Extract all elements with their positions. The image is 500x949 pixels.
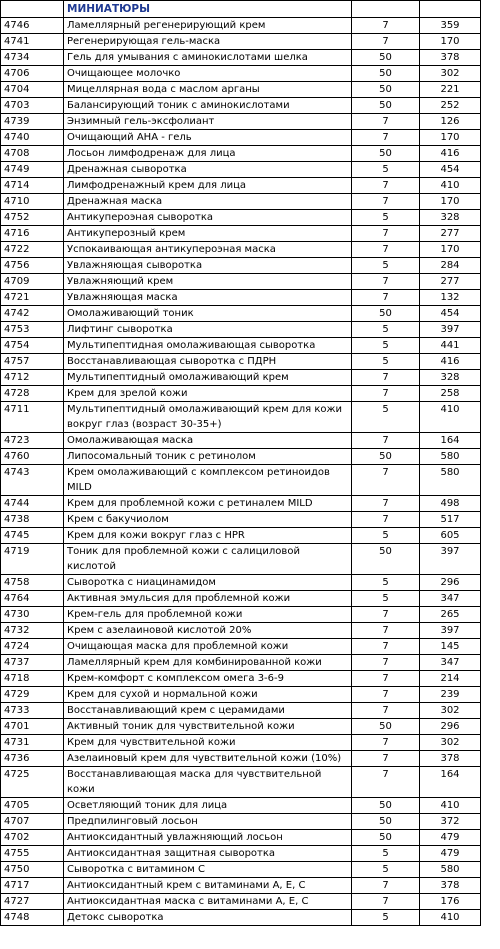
table-row — [1, 591, 481, 607]
product-price: 347 — [420, 655, 481, 671]
product-code: 4702 — [1, 830, 64, 846]
product-volume: 7 — [352, 226, 420, 242]
product-price: 170 — [420, 242, 481, 258]
product-name: Ламеллярный регенерирующий крем — [64, 18, 352, 34]
table-row — [1, 162, 481, 178]
product-volume: 7 — [352, 687, 420, 703]
table-row — [1, 846, 481, 862]
table-row — [1, 82, 481, 98]
product-volume: 5 — [352, 322, 420, 338]
product-name: Антиоксидантный крем с витаминами А, Е, С — [64, 878, 352, 894]
table-row — [1, 894, 481, 910]
product-volume: 50 — [352, 798, 420, 814]
product-name: Очищающее молочко — [64, 66, 352, 82]
product-code: 4718 — [1, 671, 64, 687]
product-volume: 50 — [352, 66, 420, 82]
product-price: 170 — [420, 34, 481, 50]
product-code: 4723 — [1, 433, 64, 449]
table-row — [1, 544, 481, 575]
table-row — [1, 274, 481, 290]
product-volume: 7 — [352, 894, 420, 910]
product-volume: 7 — [352, 242, 420, 258]
header-empty-volume — [352, 1, 420, 18]
table-row — [1, 386, 481, 402]
product-code: 4710 — [1, 194, 64, 210]
table-row — [1, 258, 481, 274]
product-name: Азелаиновый крем для чувствительной кожи (10%) — [64, 751, 352, 767]
product-price: 517 — [420, 512, 481, 528]
product-code: 4752 — [1, 210, 64, 226]
product-name: Омолаживающая маска — [64, 433, 352, 449]
table-row — [1, 402, 481, 433]
product-price: 145 — [420, 639, 481, 655]
table-row — [1, 433, 481, 449]
product-price: 378 — [420, 751, 481, 767]
product-volume: 7 — [352, 194, 420, 210]
product-name: Восстанавливающая маска для чувствительной кожи — [64, 767, 352, 798]
product-price: 132 — [420, 290, 481, 306]
product-code: 4750 — [1, 862, 64, 878]
product-name: Регенерирующая гель-маска — [64, 34, 352, 50]
product-name: Крем для кожи вокруг глаз с HPR — [64, 528, 352, 544]
product-name: Увлажняющая сыворотка — [64, 258, 352, 274]
product-volume: 5 — [352, 575, 420, 591]
product-volume: 7 — [352, 130, 420, 146]
product-price: 258 — [420, 386, 481, 402]
product-name: Липосомальный тоник с ретинолом — [64, 449, 352, 465]
product-volume: 7 — [352, 386, 420, 402]
product-volume: 7 — [352, 370, 420, 386]
header-empty-code — [1, 1, 64, 18]
product-code: 4709 — [1, 274, 64, 290]
product-name: Омолаживающий тоник — [64, 306, 352, 322]
product-code: 4704 — [1, 82, 64, 98]
product-code: 4745 — [1, 528, 64, 544]
product-name: Гель для умывания с аминокислотами шелка — [64, 50, 352, 66]
product-price: 397 — [420, 322, 481, 338]
product-name: Успокаивающая антикупероэная маска — [64, 242, 352, 258]
table-row — [1, 496, 481, 512]
product-code: 4730 — [1, 607, 64, 623]
product-price: 378 — [420, 50, 481, 66]
product-code: 4705 — [1, 798, 64, 814]
product-name: Крем для чувствительной кожи — [64, 735, 352, 751]
product-price: 416 — [420, 354, 481, 370]
product-volume: 5 — [352, 210, 420, 226]
product-name: Балансирующий тоник с аминокислотами — [64, 98, 352, 114]
product-name: Антиоксидантный увлажняющий лосьон — [64, 830, 352, 846]
product-name: Очищающая маска для проблемной кожи — [64, 639, 352, 655]
table-row — [1, 322, 481, 338]
product-code: 4727 — [1, 894, 64, 910]
product-name: Мультипептидный омолаживающий крем — [64, 370, 352, 386]
product-name: Антикуперозный крем — [64, 226, 352, 242]
product-volume: 7 — [352, 767, 420, 798]
product-code: 4724 — [1, 639, 64, 655]
table-row — [1, 607, 481, 623]
product-name: Детокс сыворотка — [64, 910, 352, 926]
table-row — [1, 146, 481, 162]
product-name: Сыворотка с ниацинамидом — [64, 575, 352, 591]
product-code: 4703 — [1, 98, 64, 114]
product-code: 4712 — [1, 370, 64, 386]
product-price: 126 — [420, 114, 481, 130]
header-empty-price — [420, 1, 481, 18]
table-row — [1, 623, 481, 639]
product-price: 410 — [420, 178, 481, 194]
product-name: Увлажняющий крем — [64, 274, 352, 290]
product-volume: 5 — [352, 591, 420, 607]
product-price: 170 — [420, 130, 481, 146]
product-code: 4725 — [1, 767, 64, 798]
product-code: 4708 — [1, 146, 64, 162]
product-code: 4739 — [1, 114, 64, 130]
product-name: Восстанавливающая сыворотка с ПДРН — [64, 354, 352, 370]
product-volume: 50 — [352, 814, 420, 830]
product-code: 4729 — [1, 687, 64, 703]
section-header-row — [1, 1, 481, 18]
product-code: 4732 — [1, 623, 64, 639]
product-volume: 50 — [352, 449, 420, 465]
product-name: Активная эмульсия для проблемной кожи — [64, 591, 352, 607]
product-code: 4760 — [1, 449, 64, 465]
product-code: 4746 — [1, 18, 64, 34]
product-price: 277 — [420, 226, 481, 242]
product-volume: 7 — [352, 290, 420, 306]
product-volume: 7 — [352, 639, 420, 655]
product-code: 4764 — [1, 591, 64, 607]
product-name: Дренажная маска — [64, 194, 352, 210]
product-name: Тоник для проблемной кожи с салициловой кислотой — [64, 544, 352, 575]
table-row — [1, 306, 481, 322]
table-row — [1, 735, 481, 751]
table-row — [1, 703, 481, 719]
product-code: 4741 — [1, 34, 64, 50]
product-price: 479 — [420, 830, 481, 846]
product-volume: 7 — [352, 607, 420, 623]
product-price: 296 — [420, 719, 481, 735]
table-row — [1, 98, 481, 114]
product-name: Крем для сухой и нормальной кожи — [64, 687, 352, 703]
product-volume: 5 — [352, 862, 420, 878]
product-code: 4753 — [1, 322, 64, 338]
product-volume: 5 — [352, 910, 420, 926]
price-table-body — [1, 1, 481, 926]
table-row — [1, 18, 481, 34]
product-price: 239 — [420, 687, 481, 703]
table-row — [1, 878, 481, 894]
table-row — [1, 528, 481, 544]
product-code: 4719 — [1, 544, 64, 575]
product-code: 4754 — [1, 338, 64, 354]
product-price: 328 — [420, 210, 481, 226]
product-code: 4756 — [1, 258, 64, 274]
product-code: 4737 — [1, 655, 64, 671]
table-row — [1, 354, 481, 370]
product-price: 302 — [420, 66, 481, 82]
product-volume: 5 — [352, 402, 420, 433]
product-volume: 7 — [352, 735, 420, 751]
table-row — [1, 687, 481, 703]
product-volume: 5 — [352, 338, 420, 354]
table-row — [1, 34, 481, 50]
table-row — [1, 814, 481, 830]
product-volume: 7 — [352, 496, 420, 512]
product-code: 4740 — [1, 130, 64, 146]
product-price: 580 — [420, 465, 481, 496]
product-code: 4744 — [1, 496, 64, 512]
product-price: 302 — [420, 735, 481, 751]
table-row — [1, 767, 481, 798]
product-price: 410 — [420, 910, 481, 926]
product-code: 4755 — [1, 846, 64, 862]
table-row — [1, 830, 481, 846]
product-name: Антикупероэная сыворотка — [64, 210, 352, 226]
product-price: 580 — [420, 862, 481, 878]
product-volume: 50 — [352, 306, 420, 322]
product-price: 454 — [420, 162, 481, 178]
product-price: 284 — [420, 258, 481, 274]
product-price: 164 — [420, 767, 481, 798]
product-code: 4733 — [1, 703, 64, 719]
product-name: Лифтинг сыворотка — [64, 322, 352, 338]
product-volume: 7 — [352, 114, 420, 130]
product-name: Крем с азелаиновой кислотой 20% — [64, 623, 352, 639]
product-code: 4758 — [1, 575, 64, 591]
product-price: 498 — [420, 496, 481, 512]
product-code: 4717 — [1, 878, 64, 894]
product-volume: 5 — [352, 258, 420, 274]
product-volume: 7 — [352, 512, 420, 528]
table-row — [1, 242, 481, 258]
product-price: 605 — [420, 528, 481, 544]
table-row — [1, 575, 481, 591]
table-row — [1, 290, 481, 306]
product-code: 4738 — [1, 512, 64, 528]
product-code: 4716 — [1, 226, 64, 242]
table-row — [1, 449, 481, 465]
product-volume: 7 — [352, 465, 420, 496]
product-price: 164 — [420, 433, 481, 449]
product-volume: 5 — [352, 354, 420, 370]
product-code: 4701 — [1, 719, 64, 735]
product-volume: 7 — [352, 655, 420, 671]
product-name: Сыворотка с витамином С — [64, 862, 352, 878]
table-row — [1, 226, 481, 242]
product-price: 410 — [420, 798, 481, 814]
table-row — [1, 66, 481, 82]
product-name: Лосьон лимфодренаж для лица — [64, 146, 352, 162]
table-row — [1, 671, 481, 687]
table-row — [1, 210, 481, 226]
product-volume: 50 — [352, 82, 420, 98]
product-name: Очищающий АНА - гель — [64, 130, 352, 146]
product-price: 296 — [420, 575, 481, 591]
product-name: Восстанавливающий крем с церамидами — [64, 703, 352, 719]
product-price: 397 — [420, 623, 481, 639]
product-price: 479 — [420, 846, 481, 862]
product-volume: 7 — [352, 623, 420, 639]
product-volume: 7 — [352, 274, 420, 290]
product-name: Антиоксидантная защитная сыворотка — [64, 846, 352, 862]
table-row — [1, 719, 481, 735]
table-row — [1, 465, 481, 496]
product-volume: 50 — [352, 544, 420, 575]
product-volume: 7 — [352, 703, 420, 719]
product-price: 372 — [420, 814, 481, 830]
product-name: Мультипептидная омолаживающая сыворотка — [64, 338, 352, 354]
product-price: 252 — [420, 98, 481, 114]
product-price: 170 — [420, 194, 481, 210]
product-price: 454 — [420, 306, 481, 322]
product-name: Активный тоник для чувствительной кожи — [64, 719, 352, 735]
table-row — [1, 178, 481, 194]
product-name: Энзимный гель-эксфолиант — [64, 114, 352, 130]
product-code: 4743 — [1, 465, 64, 496]
product-volume: 50 — [352, 719, 420, 735]
table-row — [1, 194, 481, 210]
product-code: 4757 — [1, 354, 64, 370]
product-volume: 7 — [352, 671, 420, 687]
product-name: Крем омолаживающий с комплексом ретиноидов MILD — [64, 465, 352, 496]
product-volume: 7 — [352, 178, 420, 194]
product-volume: 5 — [352, 162, 420, 178]
table-row — [1, 130, 481, 146]
product-volume: 7 — [352, 18, 420, 34]
product-name: Ламеллярный крем для комбинированной кожи — [64, 655, 352, 671]
product-code: 4707 — [1, 814, 64, 830]
table-row — [1, 798, 481, 814]
table-row — [1, 512, 481, 528]
table-row — [1, 751, 481, 767]
product-price: 265 — [420, 607, 481, 623]
product-name: Предпилинговый лосьон — [64, 814, 352, 830]
product-name: Увлажняющая маска — [64, 290, 352, 306]
product-volume: 7 — [352, 751, 420, 767]
product-price: 302 — [420, 703, 481, 719]
product-price: 580 — [420, 449, 481, 465]
product-price: 328 — [420, 370, 481, 386]
table-row — [1, 639, 481, 655]
product-price: 176 — [420, 894, 481, 910]
table-row — [1, 655, 481, 671]
product-volume: 50 — [352, 50, 420, 66]
product-volume: 50 — [352, 830, 420, 846]
product-name: Осветляющий тоник для лица — [64, 798, 352, 814]
product-code: 4742 — [1, 306, 64, 322]
table-row — [1, 338, 481, 354]
product-price: 214 — [420, 671, 481, 687]
product-code: 4711 — [1, 402, 64, 433]
product-volume: 7 — [352, 34, 420, 50]
product-name: Дренажная сыворотка — [64, 162, 352, 178]
product-volume: 5 — [352, 528, 420, 544]
table-row — [1, 114, 481, 130]
product-volume: 7 — [352, 433, 420, 449]
table-row — [1, 370, 481, 386]
product-volume: 7 — [352, 878, 420, 894]
section-title: МИНИАТЮРЫ — [64, 1, 352, 18]
product-price: 410 — [420, 402, 481, 433]
product-price: 277 — [420, 274, 481, 290]
product-price: 441 — [420, 338, 481, 354]
product-volume: 5 — [352, 846, 420, 862]
product-price: 359 — [420, 18, 481, 34]
product-name: Мультипептидный омолаживающий крем для кожи вокруг глаз (возраст 30-35+) — [64, 402, 352, 433]
table-row — [1, 910, 481, 926]
product-name: Лимфодренажный крем для лица — [64, 178, 352, 194]
table-row — [1, 50, 481, 66]
product-code: 4721 — [1, 290, 64, 306]
product-volume: 50 — [352, 98, 420, 114]
product-price: 221 — [420, 82, 481, 98]
product-name: Крем-комфорт с комплексом омега 3-6-9 — [64, 671, 352, 687]
product-name: Антиоксидантная маска с витаминами А, Е, С — [64, 894, 352, 910]
product-code: 4736 — [1, 751, 64, 767]
product-code: 4728 — [1, 386, 64, 402]
product-code: 4734 — [1, 50, 64, 66]
product-price: 416 — [420, 146, 481, 162]
product-price: 397 — [420, 544, 481, 575]
product-name: Крем для зрелой кожи — [64, 386, 352, 402]
product-name: Крем с бакучиолом — [64, 512, 352, 528]
product-code: 4731 — [1, 735, 64, 751]
product-name: Крем-гель для проблемной кожи — [64, 607, 352, 623]
product-price: 347 — [420, 591, 481, 607]
product-name: Мицеллярная вода с маслом арганы — [64, 82, 352, 98]
product-code: 4706 — [1, 66, 64, 82]
product-code: 4714 — [1, 178, 64, 194]
product-name: Крем для проблемной кожи с ретиналем MILD — [64, 496, 352, 512]
product-code: 4748 — [1, 910, 64, 926]
product-volume: 50 — [352, 146, 420, 162]
product-code: 4722 — [1, 242, 64, 258]
product-price: 378 — [420, 878, 481, 894]
table-row — [1, 862, 481, 878]
product-code: 4749 — [1, 162, 64, 178]
